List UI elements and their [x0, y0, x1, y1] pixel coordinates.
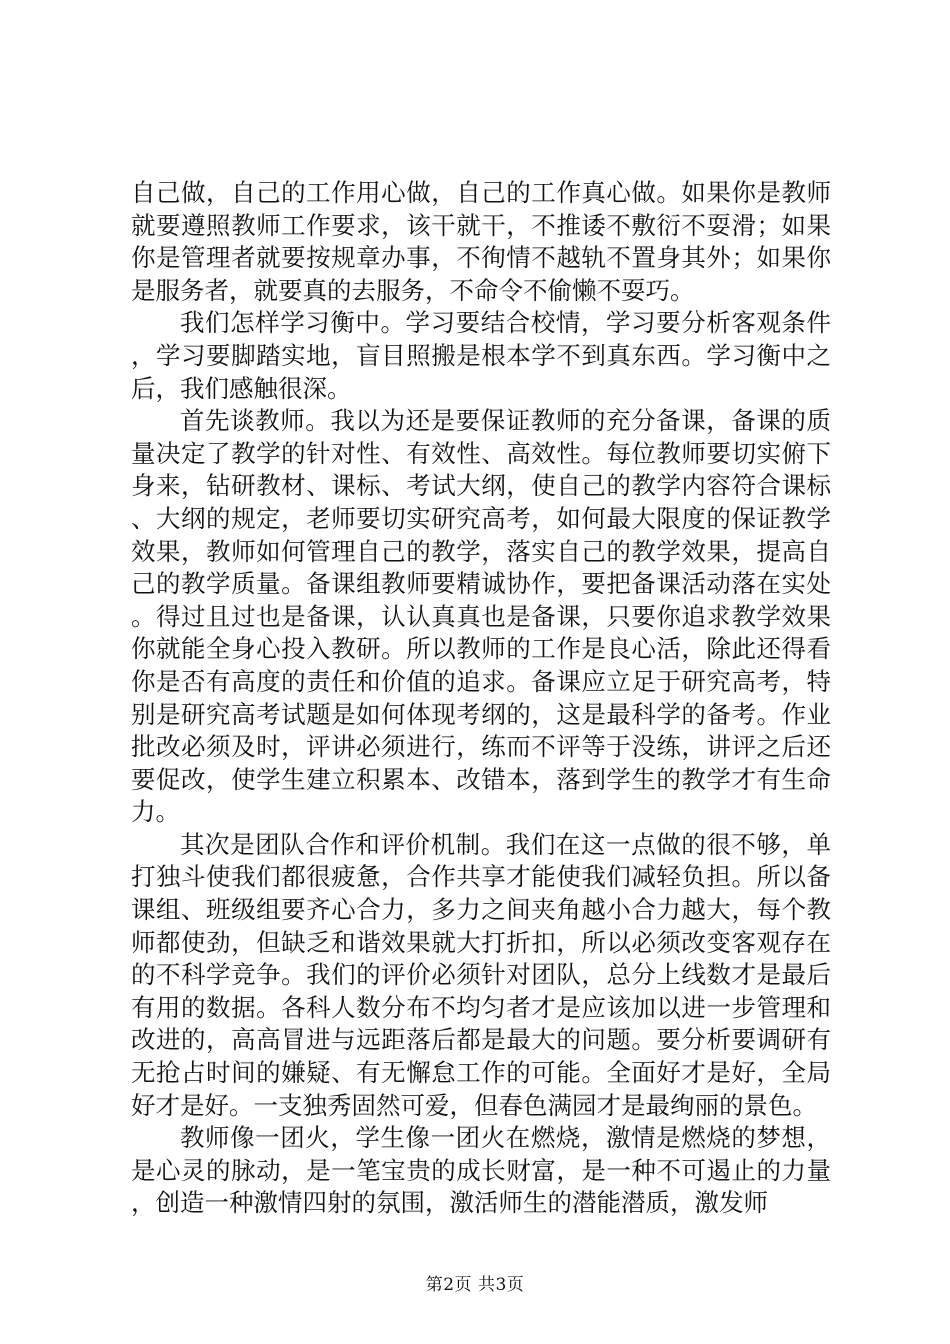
paragraph-learning-hengzhong: 我们怎样学习衡中。学习要结合校情，学习要分析客观条件，学习要脚踏实地，盲目照搬是根本学不到真东西。学习衡中之后，我们感触很深。	[131, 308, 831, 403]
paragraph-teamwork-evaluation: 其次是团队合作和评价机制。我们在这一点做的很不够，单打独斗使我们都很疲惫，合作共享才能使我们减轻负担。所以备课组、班级组要齐心合力，多力之间夹角越小合力越大，每个教师都使劲，但缺乏和谐效果就大打折扣，所以必须改变客观存在的不科学竞争。我们的评价必须针对团队，总分上线数才是最后有用的数据。各科人数分布不均匀者才是应该加以进一步管理和改进的，高高冒进与远距落后都是最大的问题。要分析要调研有无抢占时间的嫌疑、有无懈怠工作的可能。全面好才是好，全局好才是好。一支独秀固然可爱，但春色满园才是最绚丽的景色。	[131, 829, 831, 1120]
document-body	[131, 177, 831, 1220]
paragraph-passion: 教师像一团火，学生像一团火在燃烧，激情是燃烧的梦想，是心灵的脉动，是一笔宝贵的成长财富，是一种不可遏止的力量，创造一种激情四射的氛围，激活师生的潜能潜质，激发师	[131, 1123, 831, 1218]
page-number-footer: 第2页 共3页	[425, 1275, 525, 1295]
paragraph-teachers: 首先谈教师。我以为还是要保证教师的充分备课，备课的质量决定了教学的针对性、有效性、高效性。每位教师要切实俯下身来，钻研教材、课标、考试大纲，使自己的教学内容符合课标、大纲的规定，老师要切实研究高考，如何最大限度的保证教学效果，教师如何管理自己的教学，落实自己的教学效果，提高自己的教学质量。备课组教师要精诚协作，要把备课活动落在实处。得过且过也是备课，认认真真也是备课，只要你追求教学效果你就能全身心投入教研。所以教师的工作是良心活，除此还得看你是否有高度的责任和价值的追求。备课应立足于研究高考，特别是研究高考试题是如何体现考纲的，这是最科学的备考。作业批改必须及时，评讲必须进行，练而不评等于没练，讲评之后还要促改，使学生建立积累本、改错本，落到学生的教学才有生命力。	[131, 406, 831, 827]
paragraph-continuation: 自己做，自己的工作用心做，自己的工作真心做。如果你是教师就要遵照教师工作要求，该干就干，不推诿不敷衍不耍滑；如果你是管理者就要按规章办事，不徇情不越轨不置身其外；如果你是服务者，就要真的去服务，不命令不偷懒不耍巧。	[131, 178, 831, 305]
